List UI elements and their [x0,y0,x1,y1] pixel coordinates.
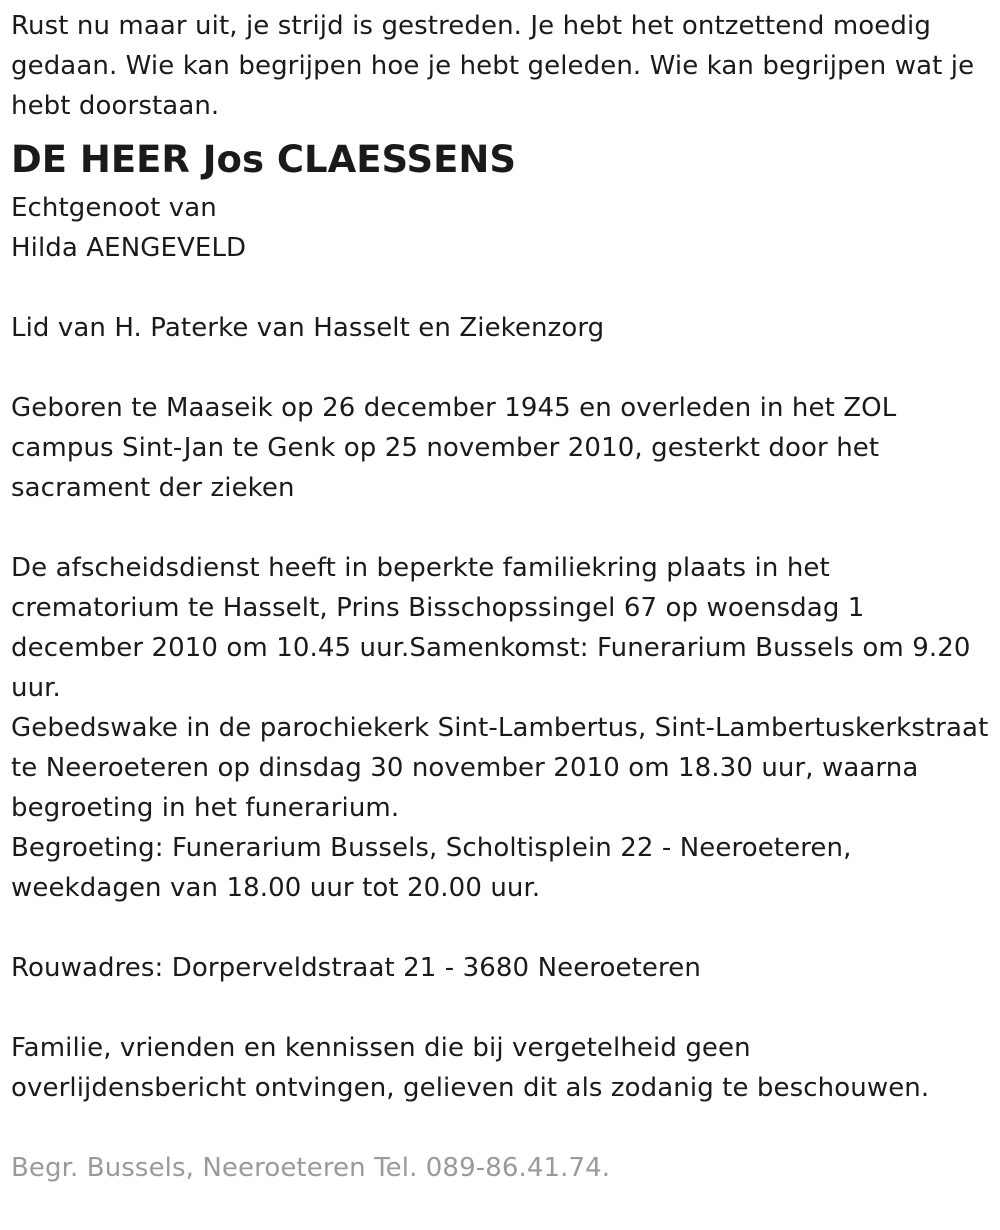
spouse-name: Hilda AENGEVELD [11,233,247,263]
spacer [11,348,990,388]
deceased-name: DE HEER Jos CLAESSENS [11,138,517,181]
undertaker-footer: Begr. Bussels, Neeroeteren Tel. 089-86.41.74. [11,1153,611,1183]
farewell-service-text: De afscheidsdienst heeft in beperkte familiekring plaats in het crematorium te Hasselt, Prins Bisschopssingel 67 op woensdag 1 december 2010 om 10.45 uur.Samenkomst: Funerarium Bussels om 9.20 uur. [11,553,971,703]
mourning-address: Rouwadres: Dorperveldstraat 21 - 3680 Neeroeteren [11,953,701,983]
spacer [11,268,990,308]
notice-text: Familie, vrienden en kennissen die bij vergetelheid geen overlijdensbericht ontvingen, gelieven dit als zodanig te beschouwen. [11,1033,930,1103]
spacer [11,508,990,548]
greeting-text: Begroeting: Funerarium Bussels, Scholtisplein 22 - Neeroeteren, weekdagen van 18.00 uur tot 20.00 uur. [11,833,852,903]
spacer [11,908,990,948]
birth-death-text: Geboren te Maaseik op 26 december 1945 en overleden in het ZOL campus Sint-Jan te Genk op 25 november 2010, gesterkt door het sacrament der zieken [11,393,897,503]
wake-text: Gebedswake in de parochiekerk Sint-Lambertus, Sint-Lambertuskerkstraat te Neeroeteren op dinsdag 30 november 2010 om 18.30 uur, waarna begroeting in het funerarium. [11,713,989,823]
relation-label: Echtgenoot van [11,193,217,223]
spacer [11,988,990,1028]
membership-text: Lid van H. Paterke van Hasselt en Ziekenzorg [11,313,605,343]
spacer [11,1108,990,1148]
intro-verse: Rust nu maar uit, je strijd is gestreden. Je hebt het ontzettend moedig gedaan. Wie kan begrijpen hoe je hebt geleden. Wie kan begrijpen wat je hebt doorstaan. [11,11,975,121]
